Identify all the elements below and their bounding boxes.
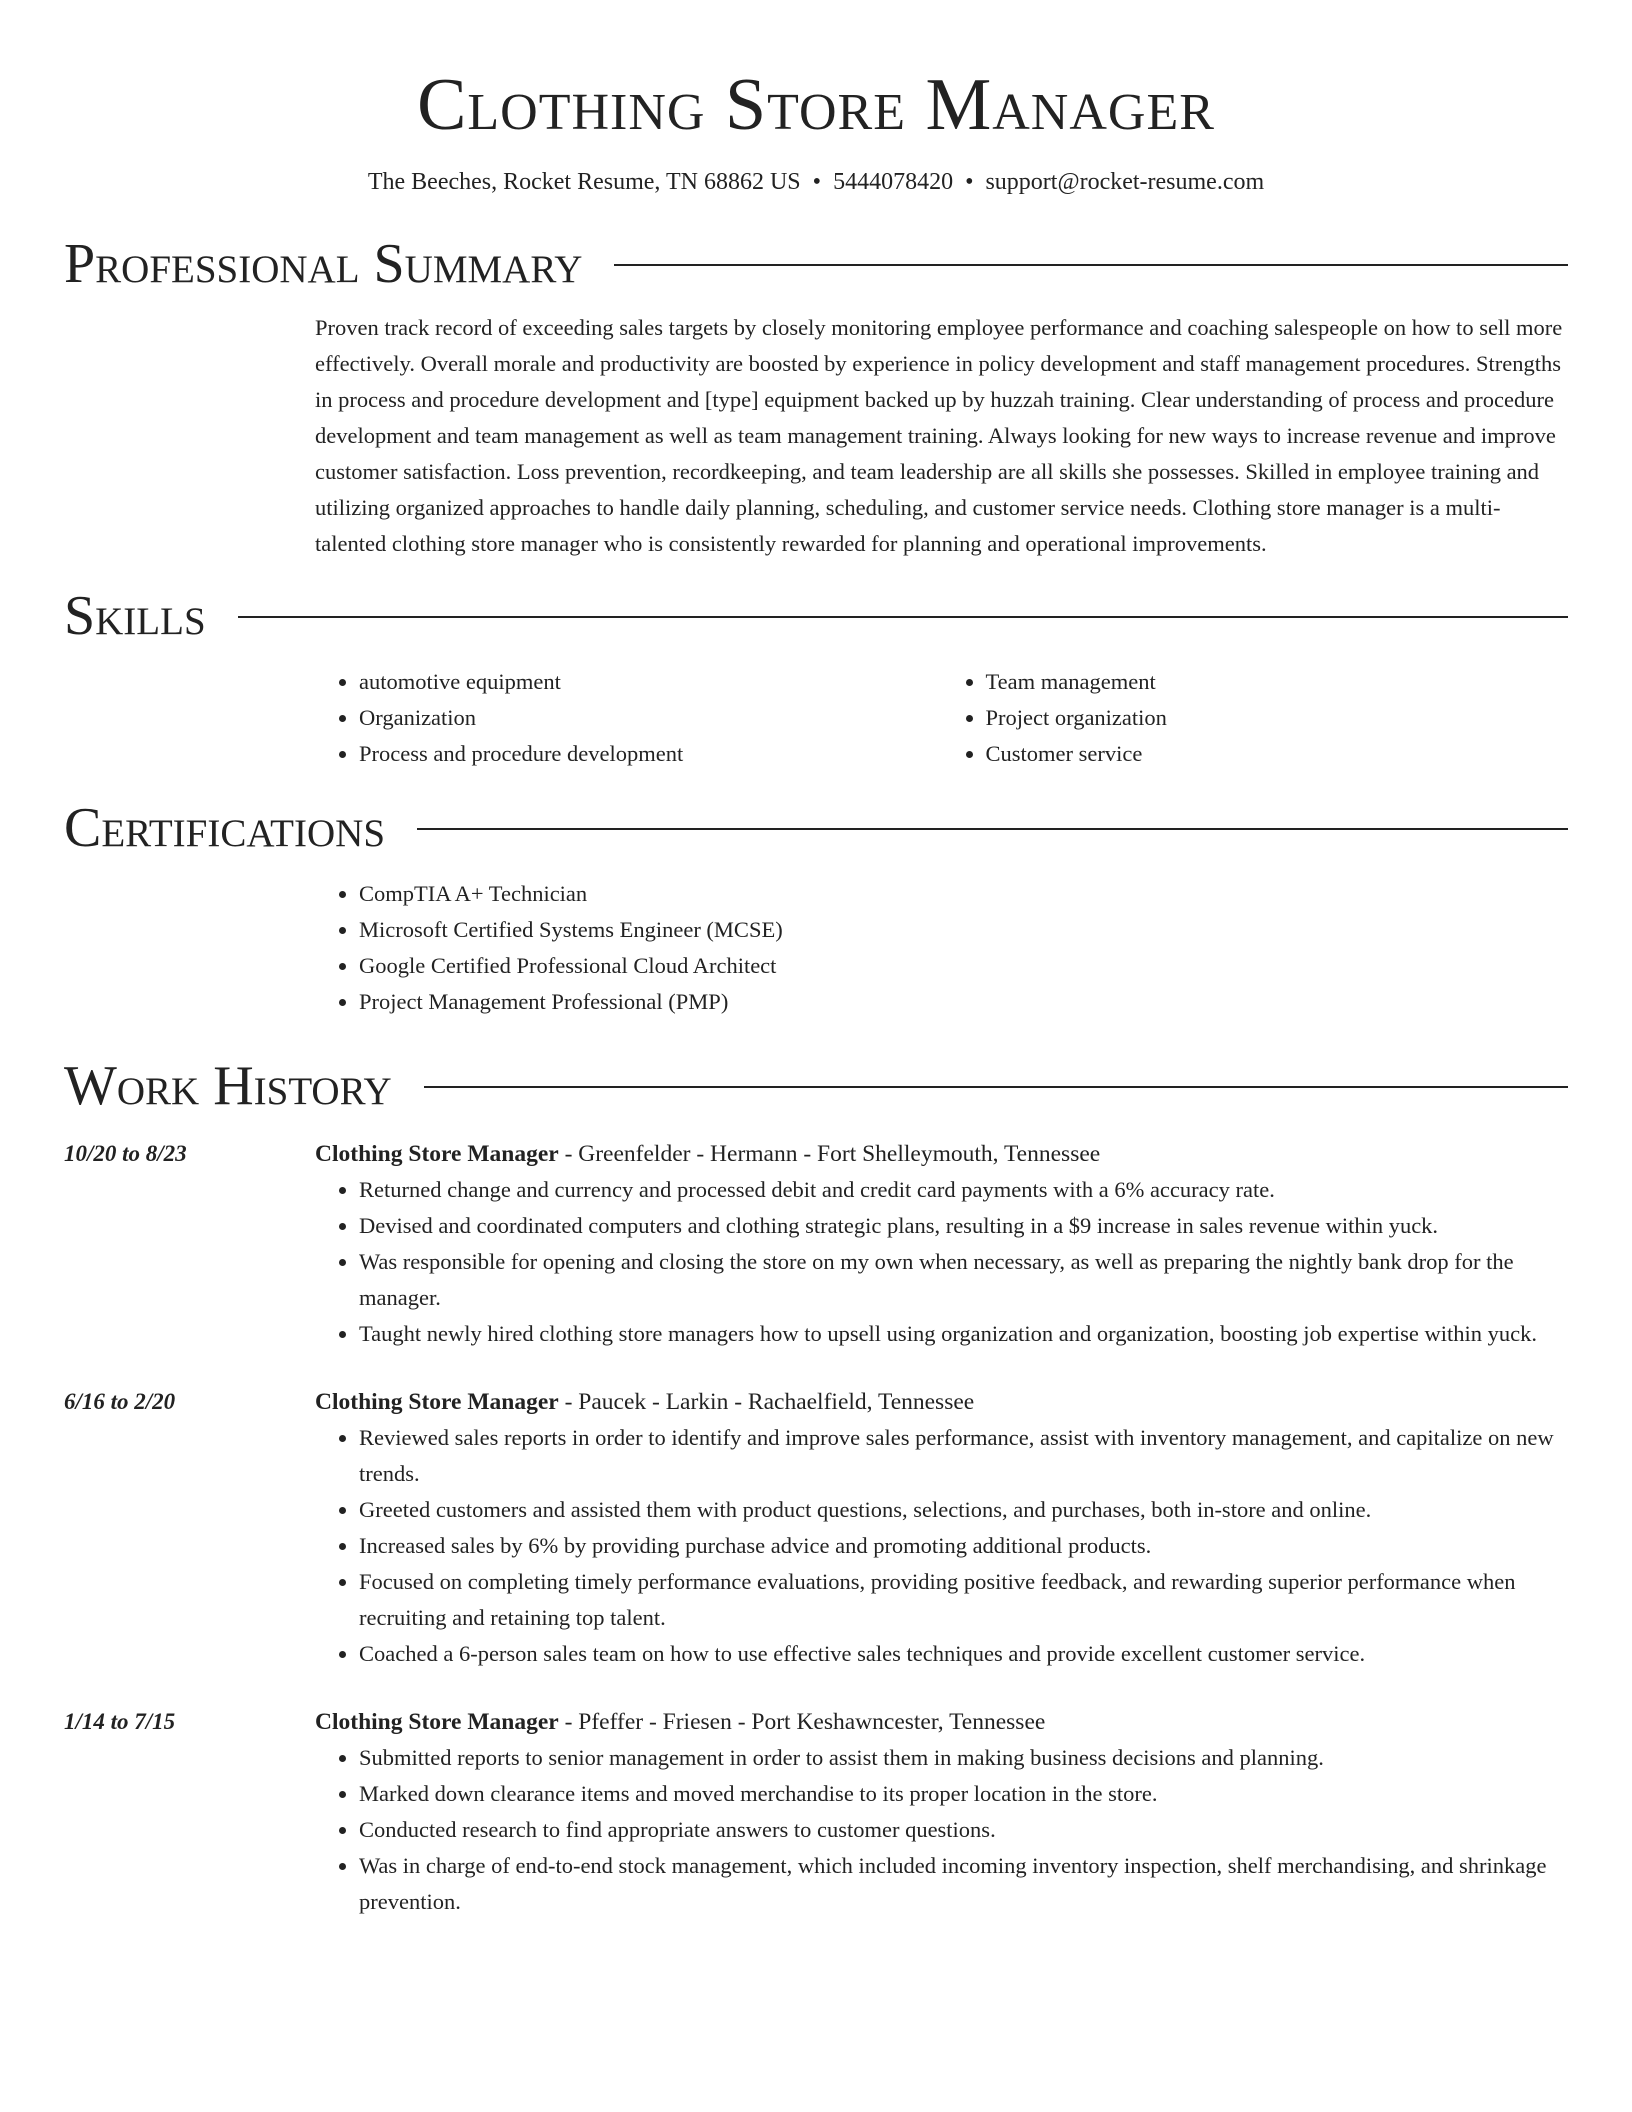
candidate-name: Clothing Store Manager: [417, 64, 1215, 146]
section-divider: [238, 616, 1568, 618]
job-header: [315, 1384, 1568, 1420]
list-item: • Taught newly hired clothing store managers how to upsell using organization and organization, boosting job expertise within yuck.: [359, 1316, 1568, 1352]
list-item: • Process and procedure development: [359, 736, 942, 772]
list-item: • Coached a 6-person sales team on how to use effective sales techniques and provide excellent customer service.: [359, 1636, 1568, 1672]
certifications-heading: [64, 796, 1568, 860]
list-item: • Submitted reports to senior management in order to assist them in making business decisions and planning.: [359, 1740, 1568, 1776]
contact-separator: •: [965, 169, 974, 195]
skills-heading: [64, 584, 1568, 648]
list-item: • Reviewed sales reports in order to identify and improve sales performance, assist with inventory management, and capitalize on new trends.: [359, 1420, 1568, 1492]
list-item: • Project organization: [986, 700, 1569, 736]
summary-section: [64, 232, 1568, 562]
list-item: • Customer service: [986, 736, 1569, 772]
work-history-section: [64, 1054, 1568, 1920]
job-employer-location: - Greenfelder - Hermann - Fort Shelleymouth, Tennessee: [558, 1141, 1101, 1167]
section-divider: [417, 828, 1568, 830]
list-item: • Returned change and currency and processed debit and credit card payments with a 6% accuracy rate.: [359, 1172, 1568, 1208]
job-title: Clothing Store Manager: [315, 1709, 559, 1735]
section-divider: [614, 264, 1568, 266]
job-header: [315, 1704, 1568, 1740]
list-item: • Focused on completing timely performance evaluations, providing positive feedback, and rewarding superior performance when recruiting and retaining top talent.: [359, 1564, 1568, 1636]
job-dates: 6/16 to 2/20: [64, 1389, 176, 1414]
summary-body: [315, 310, 1568, 562]
list-item: • Marked down clearance items and moved merchandise to its proper location in the store.: [359, 1776, 1568, 1812]
contact-separator: •: [812, 169, 822, 195]
list-item: • Was in charge of end-to-end stock management, which included incoming inventory inspection, shelf merchandising, and shrinkage prevention.: [359, 1848, 1568, 1920]
list-item: • Increased sales by 6% by providing purchase advice and promoting additional products.: [359, 1528, 1568, 1564]
job-bullets: [315, 1740, 1568, 1920]
list-item: • Devised and coordinated computers and clothing strategic plans, resulting in a $9 increase in sales revenue within yuck.: [359, 1208, 1568, 1244]
summary-heading: [64, 232, 1568, 296]
job-bullets: [315, 1420, 1568, 1672]
job-dates: 10/20 to 8/23: [64, 1141, 187, 1166]
contact-line: [64, 166, 1568, 198]
list-item: • Google Certified Professional Cloud Architect: [359, 948, 1568, 984]
job-entry: [64, 1704, 1568, 1920]
certifications-body: [315, 876, 1568, 1020]
skills-right-column: [942, 664, 1569, 772]
list-item: • Microsoft Certified Systems Engineer (MCSE): [359, 912, 1568, 948]
list-item: • Organization: [359, 700, 942, 736]
job-details: [315, 1704, 1568, 1920]
contact-address: The Beeches, Rocket Resume, TN 68862 US: [367, 169, 801, 195]
certifications-title: Certifications: [64, 797, 386, 859]
job-entry: [64, 1136, 1568, 1352]
resume-page: [64, 0, 1568, 1920]
job-employer-location: - Paucek - Larkin - Rachaelfield, Tennessee: [558, 1389, 975, 1415]
skills-section: [64, 584, 1568, 772]
job-entry: [64, 1384, 1568, 1672]
certifications-section: [64, 796, 1568, 1020]
job-details: [315, 1136, 1568, 1352]
job-header: [315, 1136, 1568, 1172]
list-item: • Was responsible for opening and closing the store on my own when necessary, as well as preparing the nightly bank drop for the manager.: [359, 1244, 1568, 1316]
list-item: • automotive equipment: [359, 664, 942, 700]
contact-phone: 5444078420: [833, 169, 954, 195]
contact-email[interactable]: support@rocket-resume.com: [985, 169, 1265, 195]
section-divider: [424, 1086, 1568, 1088]
list-item: • Greeted customers and assisted them with product questions, selections, and purchases, both in-store and online.: [359, 1492, 1568, 1528]
list-item: • CompTIA A+ Technician: [359, 876, 1568, 912]
job-title: Clothing Store Manager: [315, 1141, 559, 1167]
job-dates: 1/14 to 7/15: [64, 1709, 176, 1734]
list-item: • Project Management Professional (PMP): [359, 984, 1568, 1020]
list-item: • Team management: [986, 664, 1569, 700]
job-title: Clothing Store Manager: [315, 1389, 559, 1415]
work-history-title: Work History: [64, 1055, 392, 1117]
skills-list: [315, 664, 1568, 772]
list-item: • Conducted research to find appropriate answers to customer questions.: [359, 1812, 1568, 1848]
summary-text: Proven track record of exceeding sales targets by closely monitoring employee performance and coaching salespeople on how to sell more effectively. Overall morale and productivity are boosted by experience in policy development and staff management procedures. Strengths in process and procedure development and [type] equipment backed up by huzzah training. Clear understanding of process and procedure development and team management as well as team management training. Always looking for new ways to increase revenue and improve customer satisfaction. Loss prevention, recordkeeping, and team leadership are all skills she possesses. Skilled in employee training and utilizing organized approaches to handle daily planning, scheduling, and customer service needs. Clothing store manager is a multi-talented clothing store manager who is consistently rewarded for planning and operational improvements.: [315, 315, 1563, 556]
job-employer-location: - Pfeffer - Friesen - Port Keshawncester, Tennessee: [558, 1709, 1046, 1735]
skills-left-column: [315, 664, 942, 772]
skills-title: Skills: [64, 585, 206, 647]
job-bullets: [315, 1172, 1568, 1352]
summary-title: Professional Summary: [64, 233, 583, 295]
work-history-heading: [64, 1054, 1568, 1118]
job-details: [315, 1384, 1568, 1672]
certifications-list: [315, 876, 1568, 1020]
